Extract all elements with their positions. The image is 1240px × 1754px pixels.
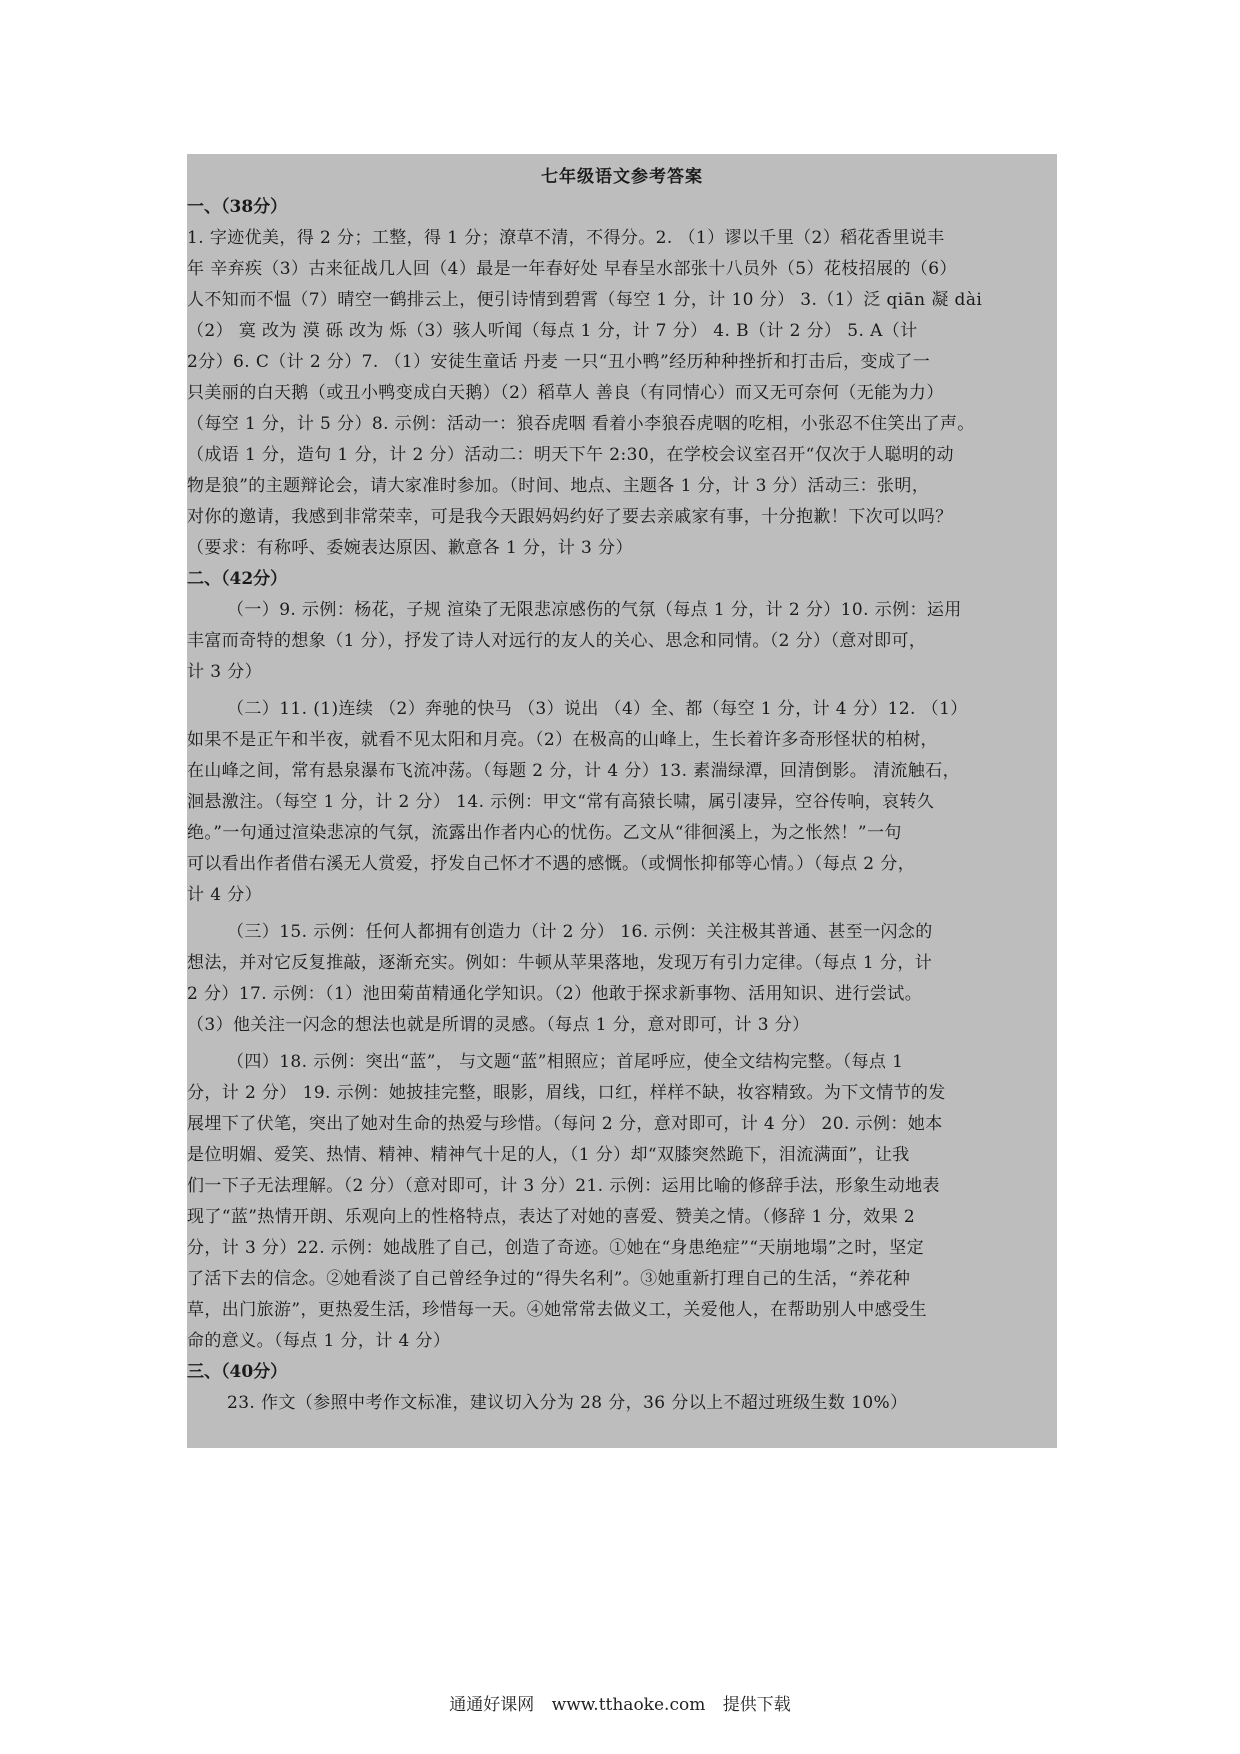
answer-line: 年 辛弃疾（3）古来征战几人回（4）最是一年春好处 早春呈水部张十八员外（5）花枝招展的（6） <box>187 259 957 279</box>
answer-line: 们一下子无法理解。（2 分）（意对即可，计 3 分）21. 示例：运用比喻的修辞手法，形象生动地表 <box>187 1176 940 1196</box>
answer-line: （要求：有称呼、委婉表达原因、歉意各 1 分，计 3 分） <box>187 538 633 558</box>
answer-line: 分，计 3 分）22. 示例：她战胜了自己，创造了奇迹。①她在“身患绝症”“天崩地塌”之时，坚定 <box>187 1238 925 1258</box>
footer <box>0 1690 1240 1715</box>
answer-line: 了活下去的信念。②她看淡了自己曾经争过的“得失名利”。③她重新打理自己的生活，“养花种 <box>187 1269 911 1289</box>
answer-line: （四）18. 示例：突出“蓝”， 与文题“蓝”相照应；首尾呼应，使全文结构完整。（每点 1 <box>227 1052 904 1072</box>
answer-line: 只美丽的白天鹅（或丑小鸭变成白天鹅）（2）稻草人 善良（有同情心）而又无可奈何（无能为力） <box>187 383 944 403</box>
answer-line: 1. 字迹优美，得 2 分；工整，得 1 分；潦草不清，不得分。2. （1）谬以千里（2）稻花香里说丰 <box>187 228 945 248</box>
answer-line: 草，出门旅游”，更热爱生活，珍惜每一天。④她常常去做义工，关爱他人，在帮助别人中感受生 <box>187 1300 927 1320</box>
answer-line: 丰富而奇特的想象（1 分），抒发了诗人对远行的友人的关心、思念和同情。（2 分）（意对即可， <box>187 631 927 651</box>
page-title: 七年级语文参考答案 <box>541 167 703 187</box>
answer-line: 2分）6. C（计 2 分）7. （1）安徒生童话 丹麦 一只“丑小鸭”经历种种挫折和打击后，变成了一 <box>187 352 931 372</box>
answer-line: 展埋下了伏笔，突出了她对生命的热爱与珍惜。（每问 2 分，意对即可，计 4 分） 20. 示例：她本 <box>187 1114 943 1134</box>
answer-line: 可以看出作者借右溪无人赏爱，抒发自己怀才不遇的感慨。（或惆怅抑郁等心情。）（每点 2 分， <box>187 854 916 874</box>
answer-line: 如果不是正午和半夜，就看不见太阳和月亮。（2）在极高的山峰上，生长着许多奇形怪状的柏树， <box>187 730 938 750</box>
answer-line: 计 3 分） <box>187 662 263 682</box>
answer-line: 现了“蓝”热情开朗、乐观向上的性格特点，表达了对她的喜爱、赞美之情。（修辞 1 分，效果 2 <box>187 1207 916 1227</box>
section-heading: 二、（42分） <box>187 569 288 589</box>
answer-line: 洄悬激注。（每空 1 分，计 2 分） 14. 示例：甲文“常有高猿长啸，属引凄异，空谷传响，哀转久 <box>187 792 935 812</box>
footer-site-name: 通通好课网 <box>449 1695 535 1715</box>
answer-line: 分，计 2 分） 19. 示例：她披挂完整，眼影，眉线，口红，样样不缺，妆容精致。为下文情节的发 <box>187 1083 946 1103</box>
answer-line: （三）15. 示例：任何人都拥有创造力（计 2 分） 16. 示例：关注极其普通、甚至一闪念的 <box>227 922 933 942</box>
answer-line: （二）11. (1)连续 （2）奔驰的快马 （3）说出 （4）全、都（每空 1 分，计 4 分）12. （1） <box>227 699 968 719</box>
answer-line: 物是狼”的主题辩论会，请大家准时参加。（时间、地点、主题各 1 分，计 3 分）活动三：张明， <box>187 476 930 496</box>
answer-line: 计 4 分） <box>187 885 263 905</box>
footer-url[interactable]: www.tthaoke.com <box>551 1695 706 1715</box>
answer-line: （一）9. 示例：杨花，子规 渲染了无限悲凉感伤的气氛（每点 1 分，计 2 分）10. 示例：运用 <box>227 600 962 620</box>
answer-sheet <box>187 154 1057 1448</box>
answer-line: 是位明媚、爱笑、热情、精神、精神气十足的人，（1 分）却“双膝突然跪下，泪流满面”，让我 <box>187 1145 910 1165</box>
answer-line: 在山峰之间，常有悬泉瀑布飞流冲荡。（每题 2 分，计 4 分）13. 素湍绿潭，回清倒影。 清流触石， <box>187 761 960 781</box>
answer-line: 绝。”一句通过渲染悲凉的气氛，流露出作者内心的忧伤。乙文从“徘徊溪上，为之怅然！”一句 <box>187 823 902 843</box>
footer-download: 提供下载 <box>722 1695 791 1715</box>
answer-line: 想法，并对它反复推敲，逐渐充实。例如：牛顿从苹果落地，发现万有引力定律。（每点 1 分，计 <box>187 953 933 973</box>
answer-line: （3）他关注一闪念的想法也就是所谓的灵感。（每点 1 分，意对即可，计 3 分） <box>187 1015 810 1035</box>
answer-content <box>187 192 1057 1419</box>
section-heading: 一、（38分） <box>187 197 288 217</box>
answer-line: （每空 1 分，计 5 分）8. 示例：活动一：狼吞虎咽 看着小李狼吞虎咽的吃相，小张忍不住笑出了声。 <box>187 414 975 434</box>
answer-line: 对你的邀请，我感到非常荣幸，可是我今天跟妈妈约好了要去亲戚家有事，十分抱歉！下次可以吗？ <box>187 507 953 527</box>
answer-line: 2 分）17. 示例：（1）池田菊苗精通化学知识。（2）他敢于探求新事物、活用知识、进行尝试。 <box>187 984 923 1004</box>
section-heading: 三、（40分） <box>187 1362 288 1382</box>
answer-line: （成语 1 分，造句 1 分，计 2 分）活动二：明天下午 2:30，在学校会议室召开“仅次于人聪明的动 <box>187 445 954 465</box>
answer-line: （2） 寞 改为 漠 砾 改为 烁（3）骇人听闻（每点 1 分，计 7 分） 4. B（计 2 分） 5. A（计 <box>187 321 918 341</box>
answer-line: 命的意义。（每点 1 分，计 4 分） <box>187 1331 451 1351</box>
answer-line: 人不知而不愠（7）晴空一鹤排云上，便引诗情到碧霄（每空 1 分，计 10 分） 3.（1）泛 qiān 凝 dài <box>187 290 983 310</box>
answer-line: 23. 作文（参照中考作文标准，建议切入分为 28 分，36 分以上不超过班级生数 10%） <box>227 1393 908 1413</box>
